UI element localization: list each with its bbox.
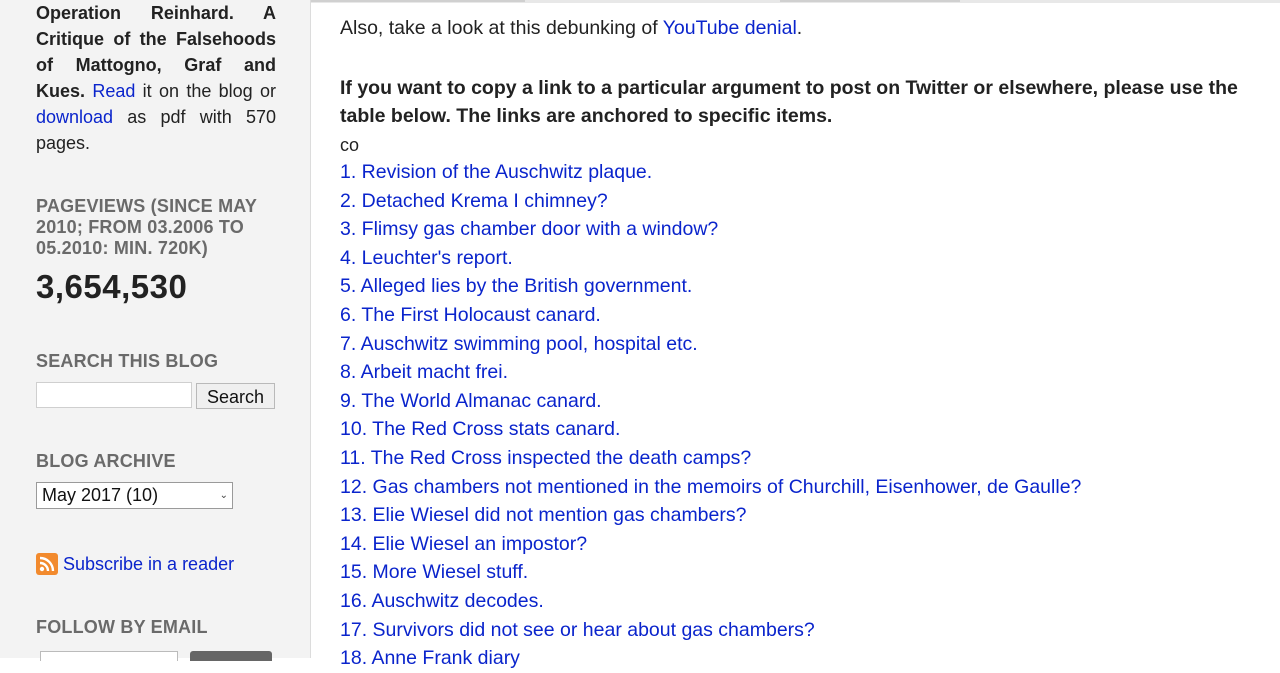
argument-link[interactable]: 3. Flimsy gas chamber door with a window?	[340, 218, 719, 241]
subscribe-label[interactable]: Subscribe in a reader	[63, 553, 235, 574]
sidebar-book-intro	[36, 0, 276, 156]
read-link[interactable]: Read	[92, 81, 136, 101]
copy-link-notice: If you want to copy a link to a particular argument to post on Twitter or elsewhere, please use the table below. The links are anchored to specific items.	[340, 77, 1238, 127]
archive-selected-value: May 2017 (10)	[42, 485, 159, 505]
pageviews-count: 3,654,530	[36, 268, 188, 305]
argument-link[interactable]: 6. The First Holocaust canard.	[340, 303, 601, 326]
youtube-denial-link[interactable]: YouTube denial	[662, 17, 797, 39]
search-button[interactable]: Search	[196, 383, 275, 409]
sidebar	[0, 0, 311, 658]
argument-link[interactable]: 1. Revision of the Auschwitz plaque.	[340, 161, 653, 183]
archive-select[interactable]	[36, 482, 233, 509]
chevron-down-icon: ⌄	[219, 490, 228, 501]
follow-email-title: FOLLOW BY EMAIL	[36, 617, 208, 637]
pageviews-title: PAGEVIEWS (SINCE MAY 2010; FROM 03.2006 TO 05.2010: MIN. 720K)	[36, 196, 257, 258]
argument-link[interactable]: 7. Auschwitz swimming pool, hospital etc.	[340, 332, 698, 355]
search-title: SEARCH THIS BLOG	[36, 351, 219, 371]
argument-link[interactable]: 9. The World Almanac canard.	[340, 389, 602, 412]
top-indicator-segment	[310, 0, 525, 2]
argument-link[interactable]: 12. Gas chambers not mentioned in the memoirs of Churchill, Eisenhower, de Gaulle?	[340, 475, 1082, 498]
argument-link[interactable]: 14. Elie Wiesel an impostor?	[340, 532, 588, 555]
book-title: Operation Reinhard. A Critique of the Falsehoods of Mattogno, Graf and Kues.	[36, 3, 276, 101]
intro-text-end: as pdf with 570 pages.	[36, 107, 276, 153]
intro-text: Also, take a look at this debunking of	[340, 17, 663, 39]
intro-line	[340, 17, 802, 40]
intro-period: .	[796, 17, 803, 39]
argument-list	[340, 158, 1081, 673]
download-link[interactable]: download	[36, 107, 114, 127]
intro-text: it on the blog or	[135, 81, 276, 101]
archive-title: BLOG ARCHIVE	[36, 451, 176, 471]
top-indicator-segment	[780, 0, 960, 2]
argument-link[interactable]: 8. Arbeit macht frei.	[340, 361, 508, 384]
argument-link[interactable]: 15. More Wiesel stuff.	[340, 561, 529, 584]
argument-link[interactable]: 16. Auschwitz decodes.	[340, 589, 544, 612]
argument-link[interactable]: 2. Detached Krema I chimney?	[340, 189, 608, 212]
argument-link[interactable]: 13. Elie Wiesel did not mention gas chambers?	[340, 504, 747, 527]
search-input[interactable]	[36, 382, 192, 408]
rss-icon	[36, 553, 58, 575]
argument-link[interactable]: 11. The Red Cross inspected the death camps?	[340, 446, 752, 469]
follow-email-input[interactable]	[40, 651, 178, 661]
argument-link[interactable]: 10. The Red Cross stats canard.	[340, 418, 621, 441]
follow-submit-button[interactable]	[190, 651, 272, 661]
argument-link[interactable]: 17. Survivors did not see or hear about gas chambers?	[340, 618, 815, 641]
argument-link[interactable]: 18. Anne Frank diary	[340, 647, 520, 670]
subscribe-link[interactable]	[36, 553, 234, 575]
co-text: co	[340, 135, 360, 155]
argument-link[interactable]: 4. Leuchter's report.	[340, 246, 513, 269]
argument-link[interactable]: 5. Alleged lies by the British government.	[340, 275, 693, 298]
